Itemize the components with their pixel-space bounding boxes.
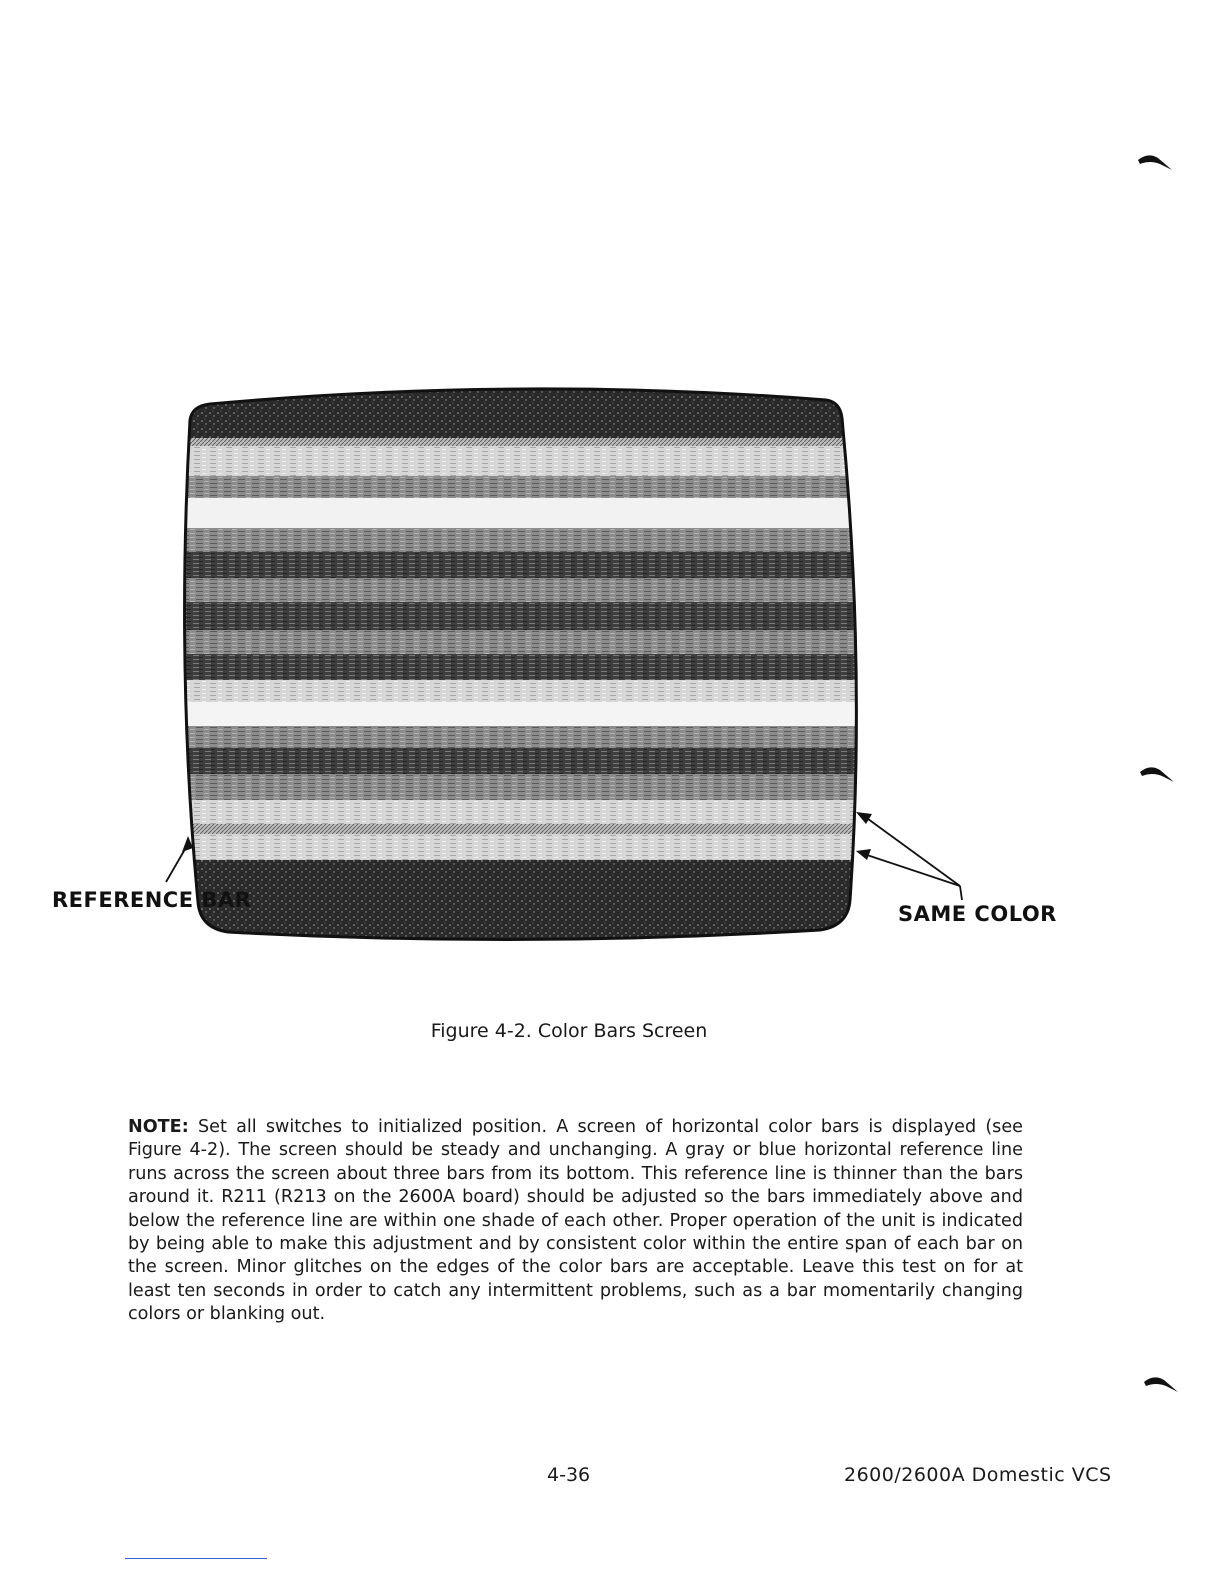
same-color-label: SAME COLOR (898, 902, 1057, 926)
footer-divider (125, 1558, 267, 1559)
bar-10 (170, 654, 870, 680)
note-paragraph (128, 1116, 1023, 1327)
bar-9 (170, 630, 870, 654)
bar-5 (170, 528, 870, 552)
reference-bar-label: REFERENCE BAR (52, 888, 252, 912)
bar-14 (170, 748, 870, 774)
note-label: NOTE: (128, 1117, 189, 1137)
note-text: Set all switches to initialized position. A screen of horizontal color bars is displayed (see Figure 4-2). The screen should be steady and unchanging. A gray or blue horizontal reference line runs across the screen about three bars from its bottom. This reference line is thinner than the bars around it. R211 (R213 on the 2600A board) should be adjusted so the bars immediately above and below the reference line are within one shade of each other. Proper operation of the unit is indicated by being able to make this adjustment and by consistent color within the entire span of each bar on the screen. Minor glitches on the edges of the color bars are acceptable. Leave this test on for at least ten seconds in order to catch any intermittent problems, such as a bar momentarily changing colors or blanking out. (128, 1117, 1024, 1325)
bar-7 (170, 578, 870, 602)
screen-bars (170, 370, 870, 960)
bar-11 (170, 680, 870, 702)
bar-15 (170, 774, 870, 800)
document-title: 2600/2600A Domestic VCS (844, 1464, 1112, 1486)
reference-bar-arrow (166, 836, 193, 882)
bar-13 (170, 726, 870, 748)
bar-4 (170, 498, 870, 528)
bar-2 (170, 446, 870, 476)
crt-screen-illustration (0, 370, 1224, 960)
color-bars-figure (0, 370, 1224, 960)
binding-mark-bottom (1142, 1372, 1182, 1396)
bar-1 (170, 438, 870, 446)
bar-17 (170, 834, 870, 860)
bar-16 (170, 800, 870, 824)
reference-line-bar (170, 824, 870, 834)
bar-8 (170, 602, 870, 630)
bar-6 (170, 552, 870, 578)
top-dark-band (170, 370, 870, 440)
bar-3 (170, 476, 870, 498)
binding-mark-top (1136, 150, 1176, 174)
bar-12 (170, 702, 870, 726)
bottom-dark-band (170, 860, 870, 960)
same-color-arrows (856, 812, 962, 900)
figure-caption: Figure 4-2. Color Bars Screen (430, 1020, 708, 1042)
page-number: 4-36 (547, 1464, 591, 1486)
